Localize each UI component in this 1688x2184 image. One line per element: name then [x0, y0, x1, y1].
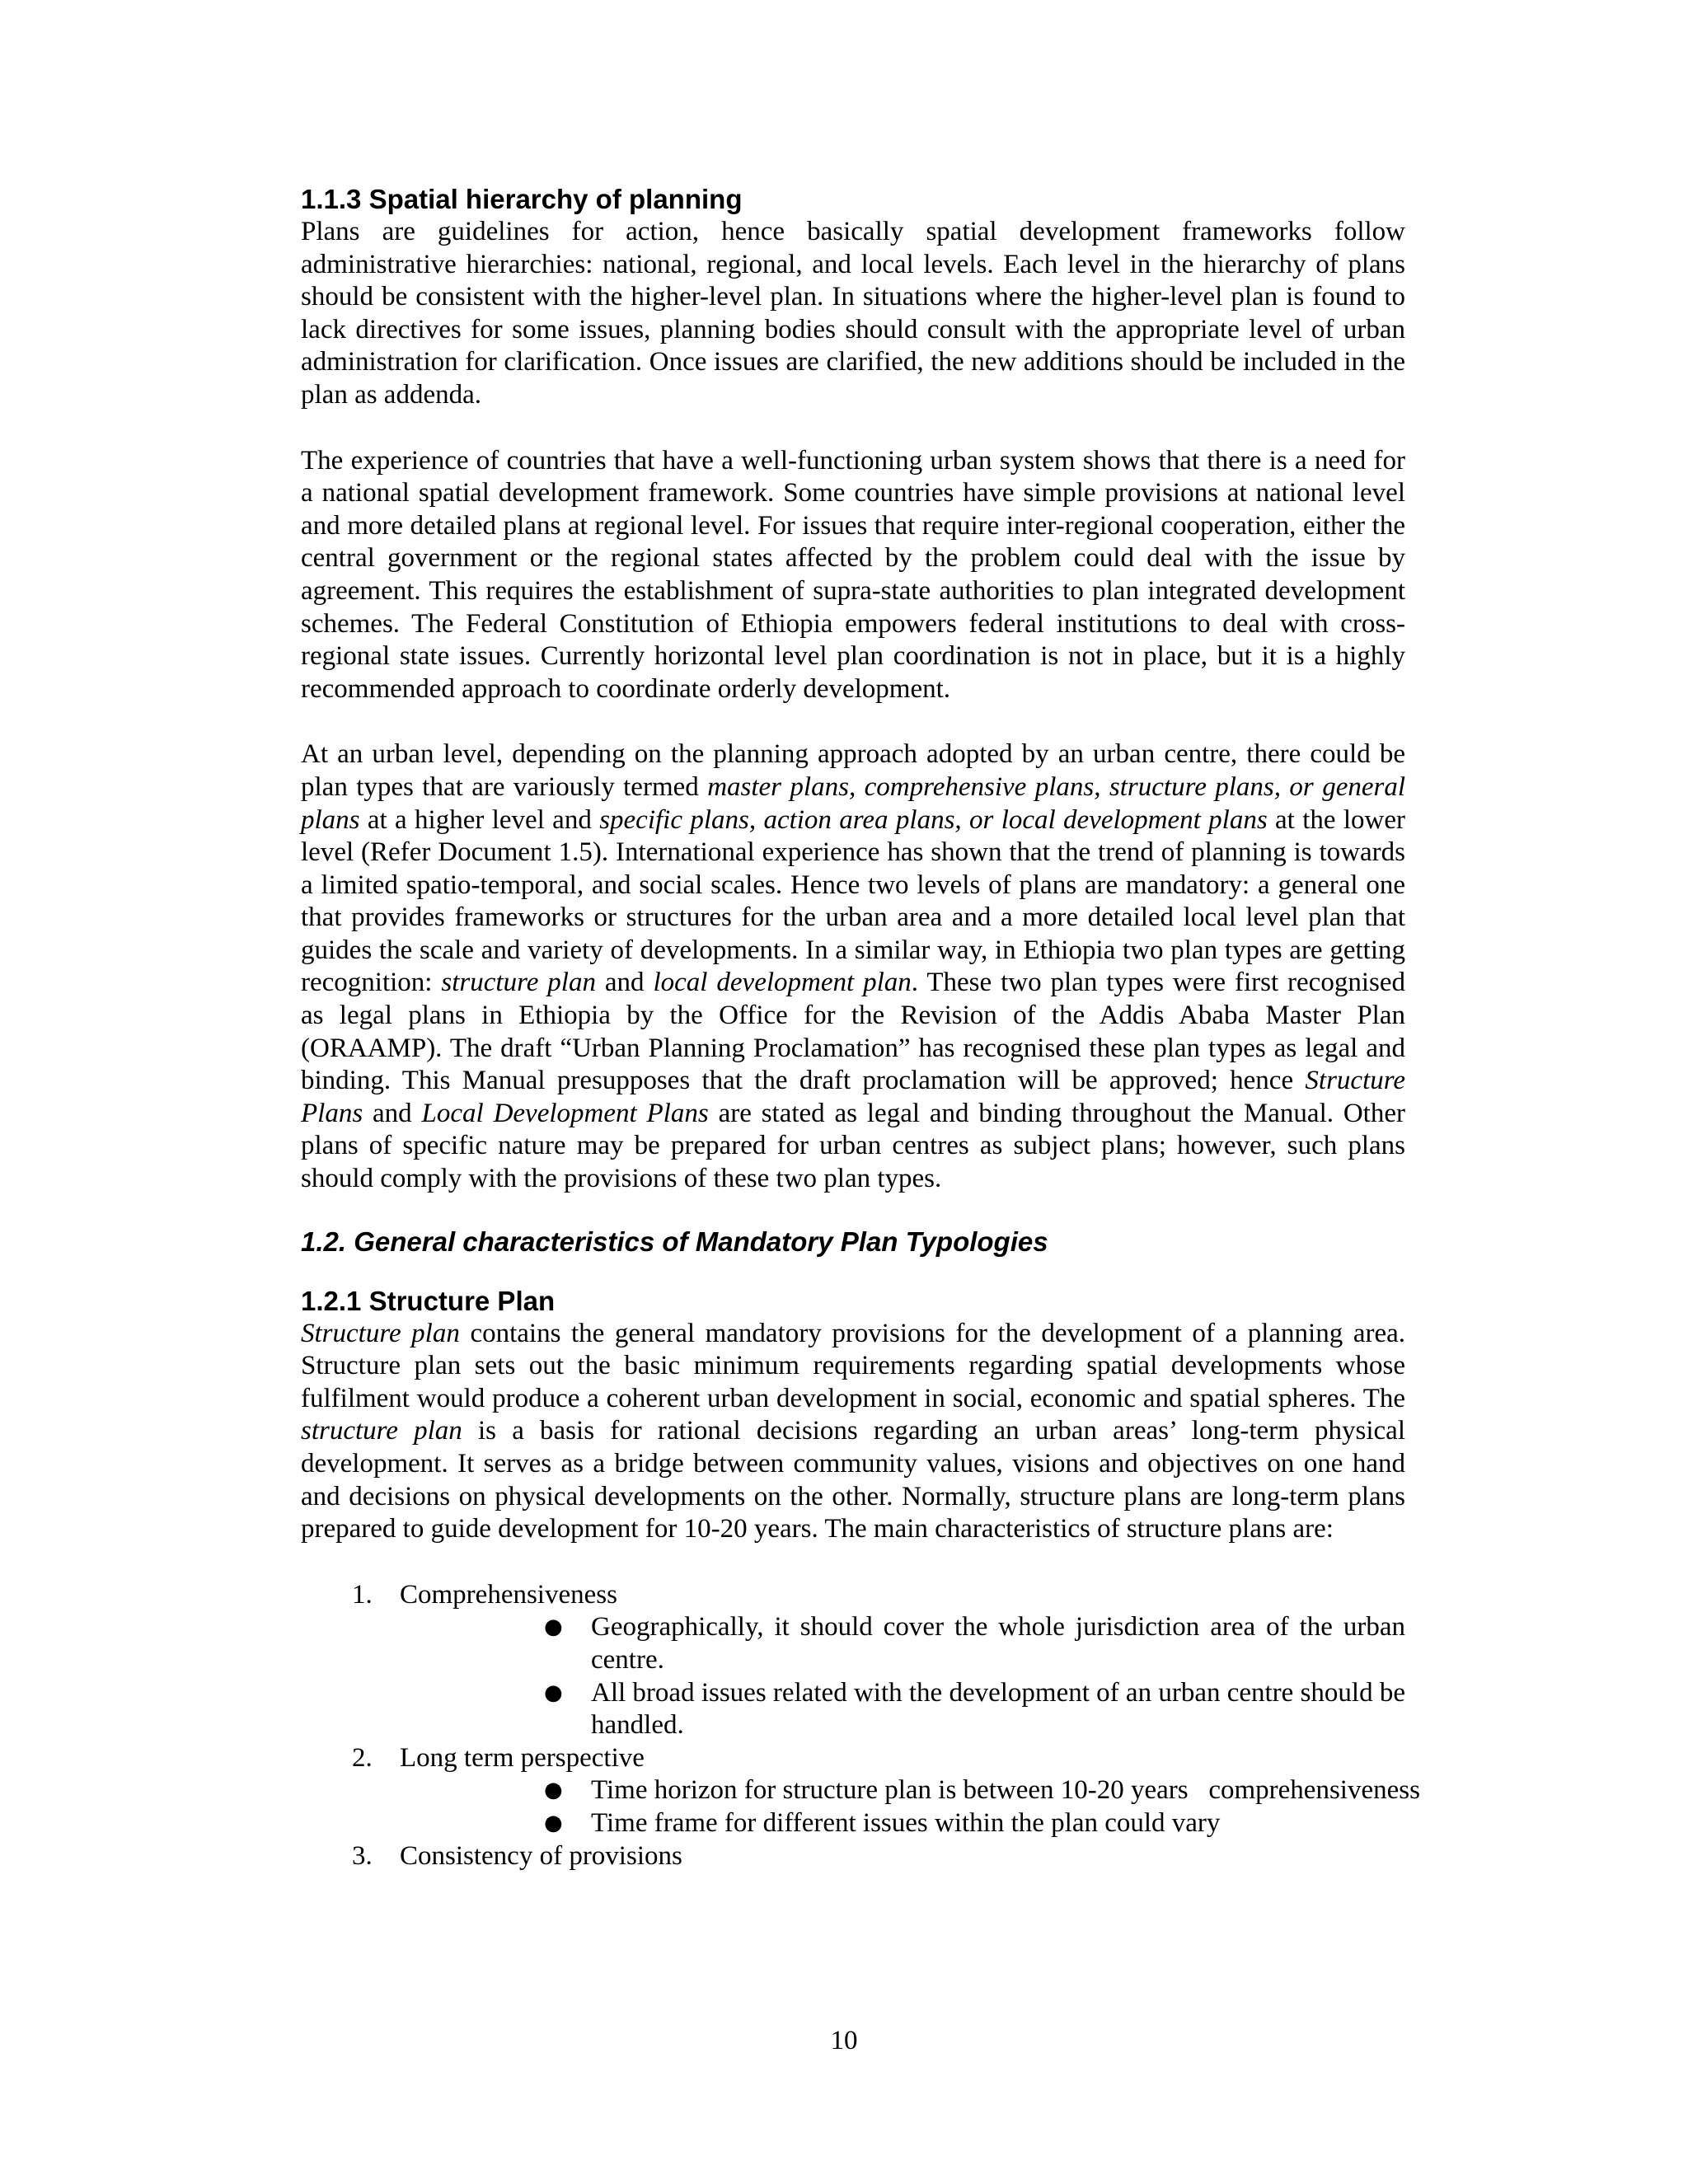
list-item: 3. Consistency of provisions — [352, 1840, 682, 1871]
paragraph-structure-plan: Structure plan contains the general mandatory provisions for the development of a planning area. Structure plan sets out the basic minimum requirements regarding spatial developments whose fulfilment would produce a coherent urban development in social, economic and spatial spheres. The structure plan is a basis for rational decisions regarding an urban areas’ long-term physical development. It serves as a bridge between community values, visions and objectives on one hand and decisions on physical developments on the other. Normally, structure plans are long-term plans prepared to guide development for 10-20 years. The main characteristics of structure plans are: — [301, 1318, 1405, 1544]
bullet-icon: ● — [544, 1680, 563, 1705]
paragraph-urban-level-plans: At an urban level, depending on the planning approach adopted by an urban centre, there could be plan types that are variously termed master plans, comprehensive plans, structure plans, or general plans at a higher level and specific plans, action area plans, or local development plans at the lower level (Refer Document 1.5). International experience has shown that the trend of planning is towards a limited spatio-temporal, and social scales. Hence two levels of plans are mandatory: a general one that provides frameworks or structures for the urban area and a more detailed local level plan that guides the scale and variety of developments. In a similar way, in Ethiopia two plan types are getting recognition: structure plan and local development plan. These two plan types were first recognised as legal plans in Ethiopia by the Office for the Revision of the Addis Ababa Master Plan (ORAAMP). The draft “Urban Planning Proclamation” has recognised these plan types as legal and binding. This Manual presupposes that the draft proclamation will be approved; hence Structure Plans and Local Development Plans are stated as legal and binding throughout the Manual. Other plans of specific nature may be prepared for urban centres as subject plans; however, such plans should comply with the provisions of these two plan types. — [301, 739, 1405, 1194]
bullet-item: ● Geographically, it should cover the whole jurisdiction area of the urban centre. — [544, 1612, 1405, 1675]
bullet-icon: ● — [544, 1615, 563, 1640]
characteristics-list — [301, 1579, 1420, 1872]
bullet-icon: ● — [544, 1810, 563, 1835]
paragraph-national-framework: The experience of countries that have a well-functioning urban system shows that there is a need for a national spatial development framework. Some countries have simple provisions at national level and more detailed plans at regional level. For issues that require inter-regional cooperation, either the central government or the regional states affected by the problem could deal with the issue by agreement. This requires the establishment of supra-state authorities to plan integrated development schemes. The Federal Constitution of Ethiopia empowers federal institutions to deal with cross-regional state issues. Currently horizontal level plan coordination is not in place, but it is a highly recommended approach to coordinate orderly development. — [301, 445, 1405, 704]
list-item: 2. Long term perspective ● Time horizon for structure plan is between 10-20 years comprehensiveness ● Time frame for different issues within the plan could vary — [301, 1742, 1405, 1840]
section-heading-1-2-1: 1.2.1 Structure Plan — [301, 1285, 556, 1316]
bullet-item: ● All broad issues related with the development of an urban centre should be handled. — [544, 1677, 1405, 1741]
page-number: 10 — [830, 2026, 858, 2055]
section-heading-1-1-3: 1.1.3 Spatial hierarchy of planning — [301, 184, 743, 214]
bullet-icon: ● — [544, 1778, 563, 1803]
document-page — [301, 183, 1420, 1872]
section-heading-1-2: 1.2. General characteristics of Mandatory Plan Typologies — [301, 1226, 1048, 1257]
paragraph-spatial-hierarchy: Plans are guidelines for action, hence basically spatial development frameworks follow administrative hierarchies: national, regional, and local levels. Each level in the hierarchy of plans should be consistent with the higher-level plan. In situations where the higher-level plan is found to lack directives for some issues, planning bodies should consult with the appropriate level of urban administration for clarification. Once issues are clarified, the new additions should be included in the plan as addenda. — [301, 217, 1405, 410]
bullet-item: ● Time horizon for structure plan is between 10-20 years comprehensiveness — [400, 1774, 1405, 1807]
list-item: 1. Comprehensiveness ● Geographically, it should cover the whole jurisdiction area of the urban centre. ● All broad issues related with the development of an urban centre should be handled. — [301, 1579, 1405, 1742]
bullet-item: ● Time frame for different issues within the plan could vary — [400, 1807, 1405, 1840]
